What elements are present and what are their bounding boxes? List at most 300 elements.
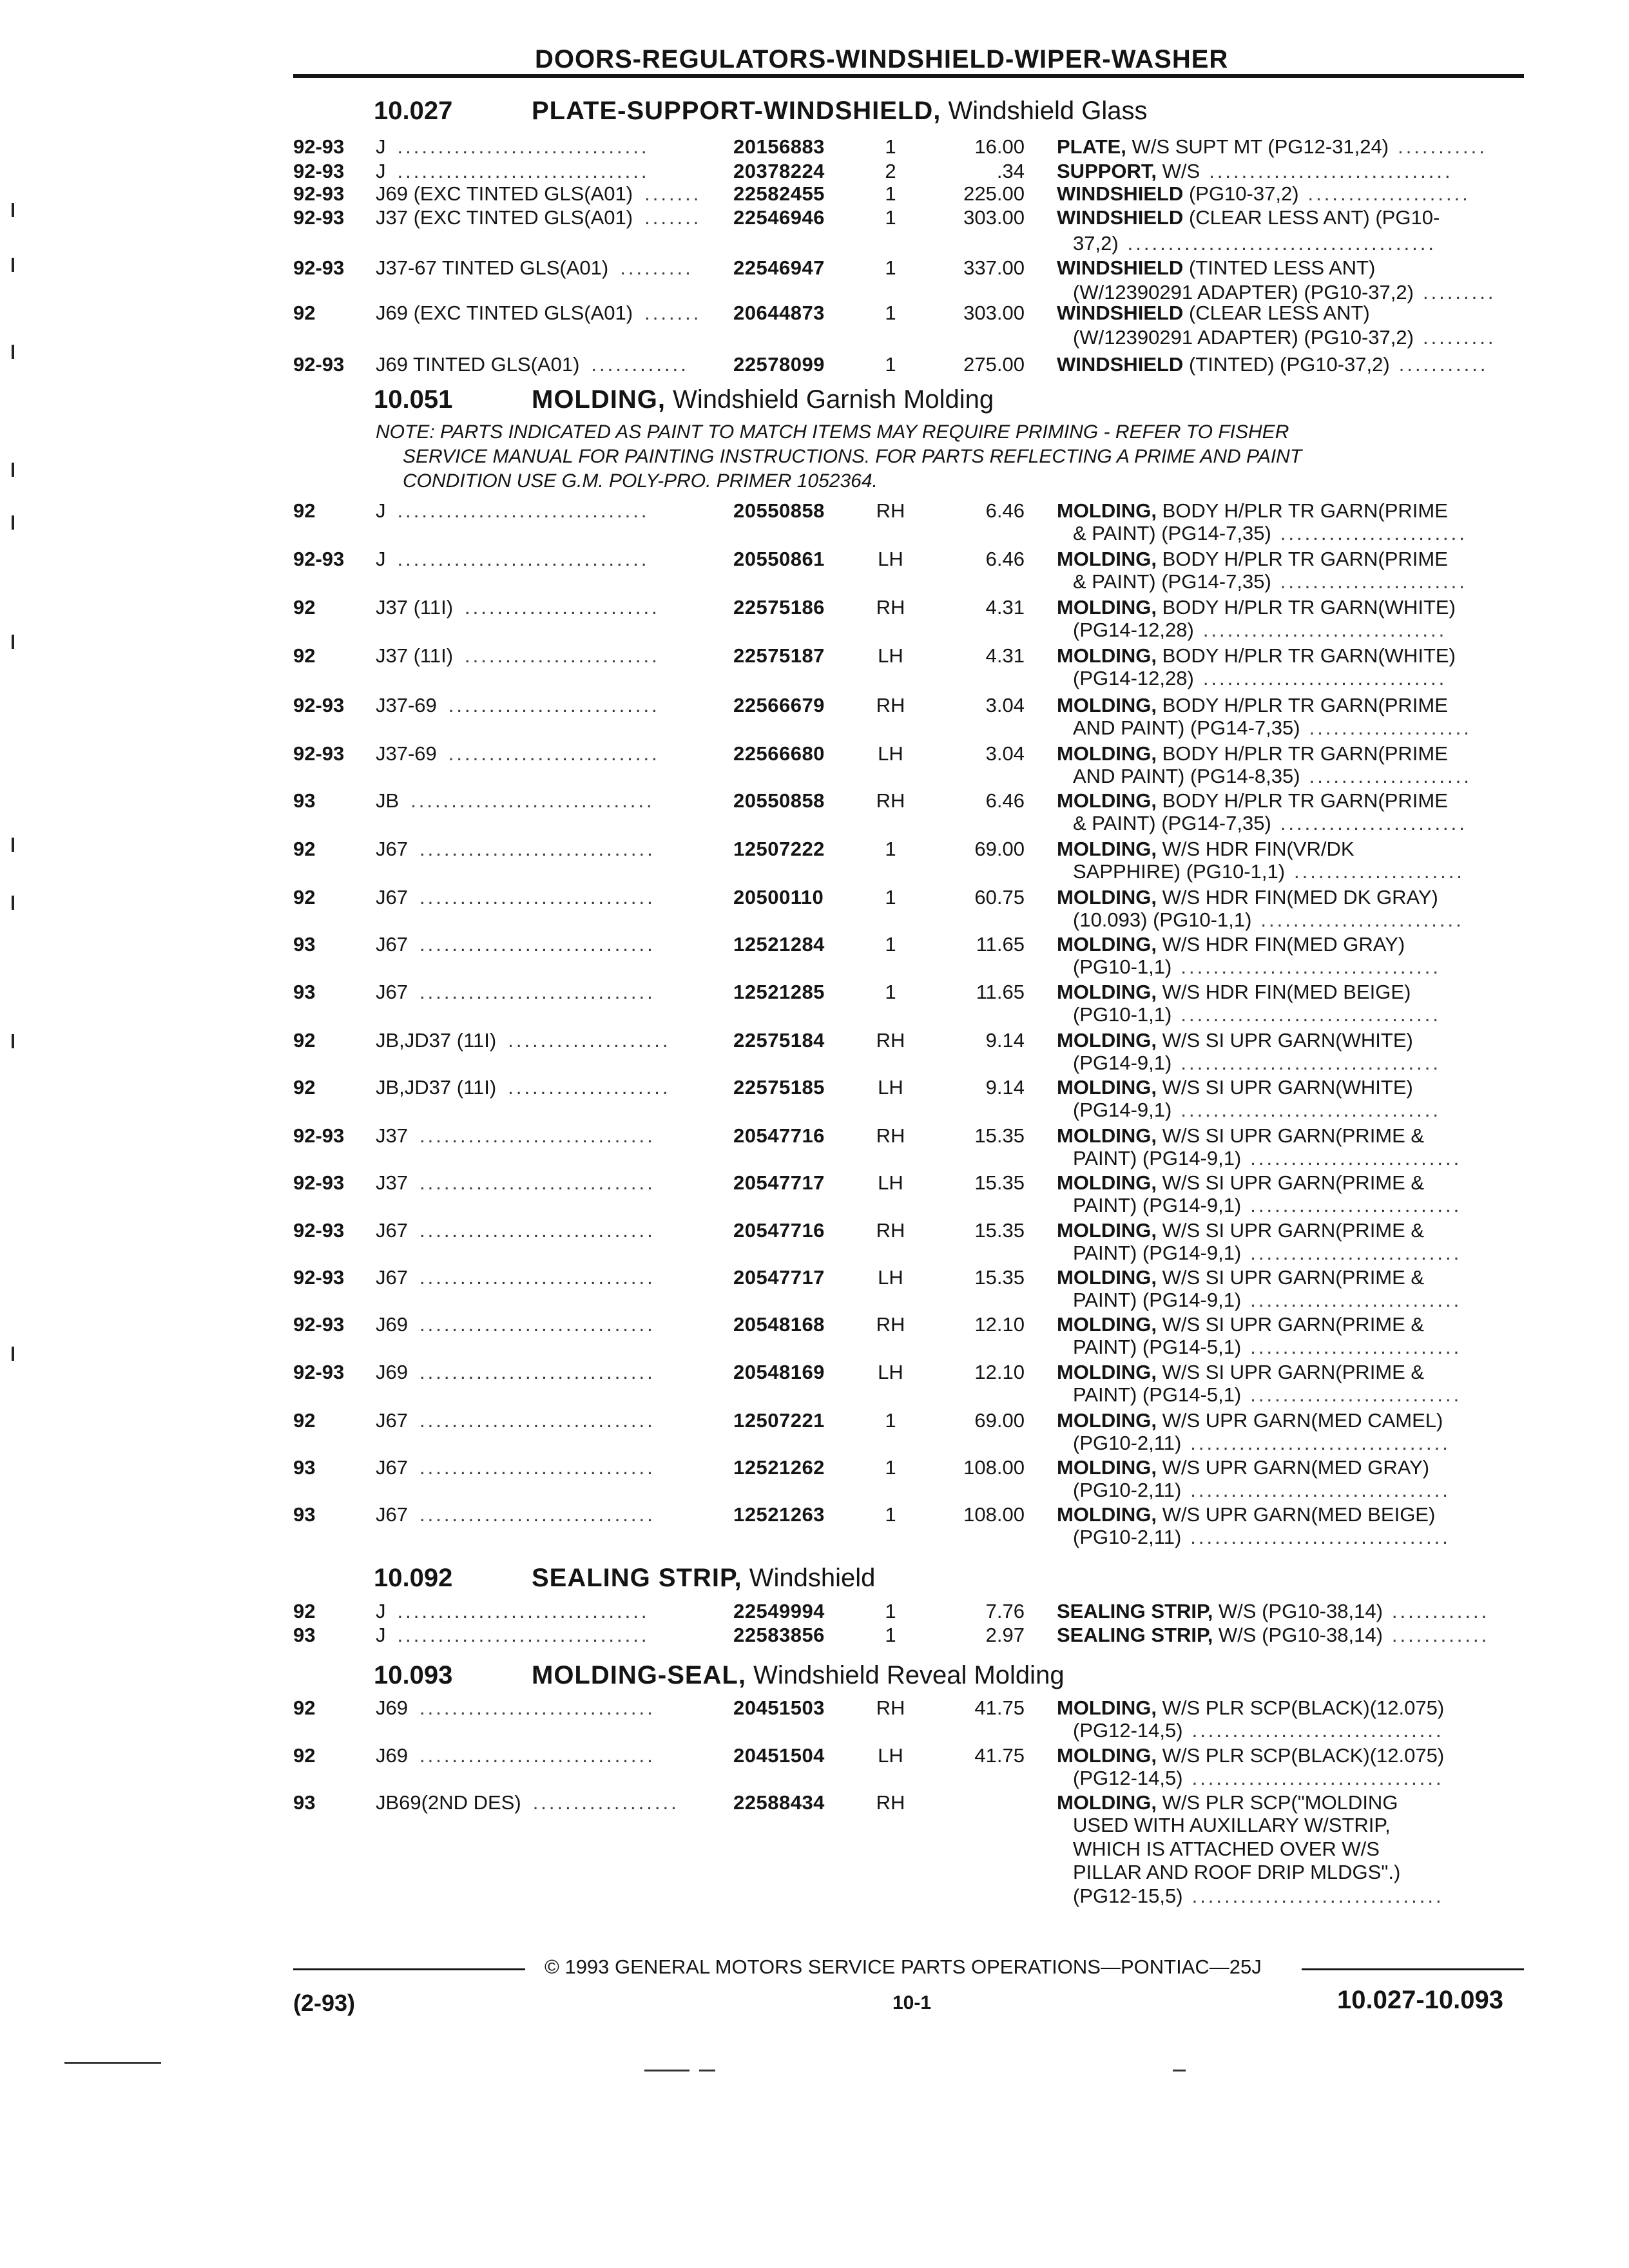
description-text: BODY H/PLR TR GARN(WHITE) xyxy=(1157,596,1456,619)
description-text: PILLAR AND ROOF DRIP MLDGS".) xyxy=(1073,1861,1401,1883)
model-year: 92-93 xyxy=(293,548,345,570)
footer-date: (2-93) xyxy=(293,1990,356,2016)
part-number: 20547717 xyxy=(733,1171,825,1194)
description-name: WINDSHIELD xyxy=(1057,206,1184,229)
part-row xyxy=(0,1791,1629,1817)
part-number: 12507222 xyxy=(733,838,825,860)
part-row xyxy=(0,1503,1629,1529)
part-row xyxy=(0,1029,1629,1055)
binder-mark xyxy=(12,1034,14,1048)
model-usage: J69 xyxy=(376,1361,408,1383)
part-row xyxy=(0,548,1629,573)
leader-dots: ............................... xyxy=(397,1600,650,1622)
leader-dots: .......................... xyxy=(1250,1242,1462,1264)
description-text: BODY H/PLR TR GARN(PRIME xyxy=(1157,742,1448,765)
quantity: LH xyxy=(878,1266,903,1289)
part-row xyxy=(0,694,1629,720)
footer-section-range: 10.027-10.093 xyxy=(1337,1986,1504,2014)
price: 225.00 xyxy=(963,182,1025,205)
description-text: W/S SUPT MT (PG12-31,24) xyxy=(1126,135,1389,158)
part-row xyxy=(0,644,1629,670)
description xyxy=(1057,1600,1383,1623)
leader-dots: ....................... xyxy=(1280,812,1467,834)
price: 12.10 xyxy=(974,1313,1025,1336)
leader-dots: ....................... xyxy=(1280,522,1467,544)
leader-dots: .......................... xyxy=(448,694,660,716)
leader-dots: .................... xyxy=(1307,182,1470,205)
part-row xyxy=(0,789,1629,815)
model-year: 92-93 xyxy=(293,1266,345,1289)
description-text: W/S SI UPR GARN(WHITE) xyxy=(1157,1029,1413,1052)
description-text: & PAINT) (PG14-7,35) xyxy=(1073,570,1271,593)
painting-note xyxy=(376,420,1510,494)
description xyxy=(1057,933,1405,956)
model-usage: J xyxy=(376,1600,386,1622)
model-usage: J37 (11I) xyxy=(376,596,454,619)
description-text: PAINT) (PG14-5,1) xyxy=(1073,1383,1242,1406)
model-usage: J xyxy=(376,160,386,182)
description xyxy=(1057,1076,1413,1099)
description-text: (W/12390291 ADAPTER) (PG10-37,2) xyxy=(1073,281,1414,303)
leader-dots: ................................ xyxy=(1181,1099,1441,1121)
part-number: 20156883 xyxy=(733,135,825,158)
model-usage: J37 (11I) xyxy=(376,644,454,667)
model-usage: J69 xyxy=(376,1696,408,1719)
model-year: 92 xyxy=(293,838,316,860)
part-row xyxy=(0,742,1629,768)
section-title: MOLDING-SEAL, Windshield Reveal Molding xyxy=(532,1661,1065,1689)
leader-dots: ......... xyxy=(1422,326,1496,349)
quantity: RH xyxy=(876,499,905,522)
model-usage: J67 xyxy=(376,1456,408,1479)
model-usage: J37-67 TINTED GLS(A01) xyxy=(376,256,609,279)
part-row xyxy=(0,1361,1629,1387)
description-name: MOLDING, xyxy=(1057,981,1157,1003)
price: 41.75 xyxy=(974,1744,1025,1767)
leader-dots: ........... xyxy=(1398,353,1489,376)
note-line: SERVICE MANUAL FOR PAINTING INSTRUCTIONS. FOR PARTS REFLECTING A PRIME AND PAINT xyxy=(403,446,1302,467)
leader-dots: ......................... xyxy=(1260,908,1464,931)
model-year: 92-93 xyxy=(293,1171,345,1194)
model-year: 92-93 xyxy=(293,694,345,716)
price: 15.35 xyxy=(974,1124,1025,1147)
model-year: 92-93 xyxy=(293,256,345,279)
description-text: W/S SI UPR GARN(PRIME & xyxy=(1157,1219,1425,1242)
leader-dots: ............................. xyxy=(419,1171,655,1194)
part-number: 20550858 xyxy=(733,789,825,812)
description-text: (PG10-2,11) xyxy=(1073,1526,1182,1548)
part-row xyxy=(0,1409,1629,1435)
binder-mark xyxy=(12,345,14,359)
price: 60.75 xyxy=(974,886,1025,908)
note-line: NOTE: PARTS INDICATED AS PAINT TO MATCH ITEMS MAY REQUIRE PRIMING - REFER TO FISHER xyxy=(376,421,1289,443)
part-row xyxy=(0,886,1629,912)
description xyxy=(1057,742,1448,765)
leader-dots: ............................. xyxy=(419,838,655,860)
part-row xyxy=(0,135,1629,161)
price: .34 xyxy=(996,160,1025,182)
leader-dots: ............................. xyxy=(419,1219,655,1242)
description xyxy=(1057,1313,1424,1336)
model-year: 92 xyxy=(293,644,316,667)
description-text: W/S PLR SCP(BLACK)(12.075) xyxy=(1157,1696,1445,1719)
model-usage: J69 (EXC TINTED GLS(A01) xyxy=(376,302,633,324)
model-usage: J37-69 xyxy=(376,742,437,765)
page-header-title: DOORS-REGULATORS-WINDSHIELD-WIPER-WASHER xyxy=(535,45,1229,73)
model-usage: J67 xyxy=(376,1409,408,1432)
price: 15.35 xyxy=(974,1219,1025,1242)
description-text: (CLEAR LESS ANT) xyxy=(1183,302,1370,324)
part-number: 20547716 xyxy=(733,1219,825,1242)
description-text: WHICH IS ATTACHED OVER W/S xyxy=(1073,1838,1380,1860)
leader-dots: ............................... xyxy=(397,499,650,522)
leader-dots: ............................... xyxy=(397,548,650,570)
part-number: 12507221 xyxy=(733,1409,825,1432)
leader-dots: ............................. xyxy=(419,1266,655,1289)
leader-dots: .................... xyxy=(1309,716,1472,739)
part-row xyxy=(0,1124,1629,1150)
description-text: W/S PLR SCP("MOLDING xyxy=(1157,1791,1398,1814)
quantity: 1 xyxy=(885,182,896,205)
quantity: LH xyxy=(878,644,903,667)
model-year: 92-93 xyxy=(293,742,345,765)
description xyxy=(1057,1266,1424,1289)
description-name: MOLDING, xyxy=(1057,742,1157,765)
binder-mark xyxy=(12,896,14,910)
price: 6.46 xyxy=(985,548,1025,570)
model-usage: J67 xyxy=(376,981,408,1003)
description-name: MOLDING, xyxy=(1057,1503,1157,1526)
description-name: MOLDING, xyxy=(1057,1696,1157,1719)
part-number: 12521284 xyxy=(733,933,825,956)
description xyxy=(1057,1624,1383,1647)
price: 3.04 xyxy=(985,694,1025,716)
description-text: PAINT) (PG14-9,1) xyxy=(1073,1194,1242,1216)
description-name: MOLDING, xyxy=(1057,789,1157,812)
part-number: 22583856 xyxy=(733,1624,825,1646)
description-text: (TINTED LESS ANT) xyxy=(1183,256,1376,279)
description xyxy=(1057,206,1440,229)
leader-dots: ................................ xyxy=(1190,1526,1451,1548)
description xyxy=(1057,1029,1413,1052)
part-number: 20644873 xyxy=(733,302,825,324)
scan-smudge xyxy=(644,2070,689,2071)
model-year: 93 xyxy=(293,933,316,956)
part-row xyxy=(0,302,1629,327)
description xyxy=(1057,302,1370,325)
description-name: SUPPORT, xyxy=(1057,160,1157,182)
leader-dots: ........................ xyxy=(465,644,660,667)
part-number: 12521285 xyxy=(733,981,825,1003)
description-name: MOLDING, xyxy=(1057,1791,1157,1814)
quantity: 1 xyxy=(885,353,896,376)
description xyxy=(1057,981,1411,1004)
price: 11.65 xyxy=(976,981,1025,1003)
part-number: 22566679 xyxy=(733,694,825,716)
leader-dots: ........................ xyxy=(465,596,660,619)
model-usage: J37 xyxy=(376,1124,408,1147)
quantity: RH xyxy=(876,1124,905,1147)
description xyxy=(1057,886,1438,909)
leader-dots: ..................... xyxy=(1294,860,1465,883)
description-text: (CLEAR LESS ANT) (PG10- xyxy=(1183,206,1440,229)
model-usage: J37 xyxy=(376,1171,408,1194)
model-usage: J xyxy=(376,499,386,522)
leader-dots: ...................................... xyxy=(1127,232,1436,255)
description-name: MOLDING, xyxy=(1057,499,1157,522)
quantity: 1 xyxy=(885,206,896,229)
quantity: RH xyxy=(876,1791,905,1814)
part-row xyxy=(0,182,1629,208)
model-year: 93 xyxy=(293,1624,316,1646)
model-usage: J67 xyxy=(376,1219,408,1242)
header-rule xyxy=(293,74,1524,78)
leader-dots: .............................. xyxy=(1202,619,1447,641)
model-usage: J69 TINTED GLS(A01) xyxy=(376,353,580,376)
leader-dots: .............................. xyxy=(1209,160,1453,182)
part-number: 20378224 xyxy=(733,160,825,182)
description-text: W/S HDR FIN(VR/DK xyxy=(1157,838,1354,860)
model-year: 92-93 xyxy=(293,1313,345,1336)
description-name: MOLDING, xyxy=(1057,596,1157,619)
description-text: (PG10-2,11) xyxy=(1073,1479,1182,1501)
description-text: PAINT) (PG14-9,1) xyxy=(1073,1147,1242,1169)
part-row xyxy=(0,1219,1629,1245)
part-number: 20451503 xyxy=(733,1696,825,1719)
description-name: MOLDING, xyxy=(1057,694,1157,716)
part-number: 20548168 xyxy=(733,1313,825,1336)
part-number: 22575186 xyxy=(733,596,825,619)
leader-dots: ............ xyxy=(1391,1600,1490,1622)
leader-dots: .................... xyxy=(1309,765,1472,787)
description-text: PAINT) (PG14-9,1) xyxy=(1073,1242,1242,1264)
model-usage: J69 xyxy=(376,1313,408,1336)
description-text: BODY H/PLR TR GARN(PRIME xyxy=(1157,789,1448,812)
description xyxy=(1057,135,1389,159)
price: 108.00 xyxy=(963,1456,1025,1479)
description-text: W/S HDR FIN(MED DK GRAY) xyxy=(1157,886,1438,908)
quantity: 1 xyxy=(885,838,896,860)
model-usage: JB69(2ND DES) xyxy=(376,1791,521,1814)
part-row xyxy=(0,1266,1629,1292)
description-name: MOLDING, xyxy=(1057,838,1157,860)
description xyxy=(1057,694,1448,717)
description-text: W/S SI UPR GARN(PRIME & xyxy=(1157,1313,1425,1336)
model-year: 92-93 xyxy=(293,1219,345,1242)
description-text: (W/12390291 ADAPTER) (PG10-37,2) xyxy=(1073,326,1414,349)
price: 303.00 xyxy=(963,206,1025,229)
model-usage: J67 xyxy=(376,933,408,956)
description-text: AND PAINT) (PG14-8,35) xyxy=(1073,765,1300,787)
leader-dots: ............................. xyxy=(419,1696,655,1719)
price: 303.00 xyxy=(963,302,1025,324)
leader-dots: .......................... xyxy=(1250,1383,1462,1406)
quantity: RH xyxy=(876,694,905,716)
price: 4.31 xyxy=(985,644,1025,667)
scan-smudge xyxy=(1173,2070,1186,2071)
binder-mark xyxy=(12,635,14,649)
description-text: BODY H/PLR TR GARN(PRIME xyxy=(1157,499,1448,522)
model-usage: J37-69 xyxy=(376,694,437,716)
description-name: WINDSHIELD xyxy=(1057,353,1184,376)
section-title: PLATE-SUPPORT-WINDSHIELD, Windshield Glass xyxy=(532,97,1148,125)
description xyxy=(1057,160,1200,183)
leader-dots: ............................... xyxy=(397,1624,650,1646)
quantity: LH xyxy=(878,742,903,765)
description-name: MOLDING, xyxy=(1057,1171,1157,1194)
leader-dots: ............................. xyxy=(419,886,655,908)
part-number: 22582455 xyxy=(733,182,825,205)
price: 3.04 xyxy=(985,742,1025,765)
model-year: 92-93 xyxy=(293,135,345,158)
description-text: (PG12-14,5) xyxy=(1073,1767,1183,1789)
quantity: 1 xyxy=(885,302,896,324)
quantity: 1 xyxy=(885,135,896,158)
part-row xyxy=(0,1624,1629,1649)
leader-dots: .......................... xyxy=(1250,1147,1462,1169)
model-year: 92 xyxy=(293,596,316,619)
part-row xyxy=(0,1313,1629,1339)
part-number: 20451504 xyxy=(733,1744,825,1767)
model-year: 92 xyxy=(293,1076,316,1099)
leader-dots: ............................. xyxy=(419,1409,655,1432)
price: 69.00 xyxy=(974,838,1025,860)
description-name: MOLDING, xyxy=(1057,1456,1157,1479)
description-name: MOLDING, xyxy=(1057,1076,1157,1099)
description-text: W/S SI UPR GARN(WHITE) xyxy=(1157,1076,1413,1099)
model-year: 92-93 xyxy=(293,160,345,182)
leader-dots: ....................... xyxy=(1280,570,1467,593)
part-row xyxy=(0,933,1629,959)
part-number: 20547716 xyxy=(733,1124,825,1147)
model-usage: J37 (EXC TINTED GLS(A01) xyxy=(376,206,633,229)
description xyxy=(1057,1171,1424,1195)
price: 108.00 xyxy=(963,1503,1025,1526)
model-year: 92 xyxy=(293,499,316,522)
description-text: & PAINT) (PG14-7,35) xyxy=(1073,812,1271,834)
description-text: (PG12-14,5) xyxy=(1073,1719,1183,1742)
description xyxy=(1057,499,1448,523)
part-number: 22588434 xyxy=(733,1791,825,1814)
quantity: 1 xyxy=(885,1409,896,1432)
leader-dots: ............................... xyxy=(397,160,650,182)
description-name: MOLDING, xyxy=(1057,1029,1157,1052)
part-number: 22549994 xyxy=(733,1600,825,1622)
part-row xyxy=(0,981,1629,1006)
scan-smudge xyxy=(699,2070,715,2071)
binder-mark xyxy=(12,1347,14,1361)
leader-dots: ....... xyxy=(644,302,702,324)
part-row xyxy=(0,596,1629,622)
quantity: 1 xyxy=(885,1624,896,1646)
description-text: (PG12-15,5) xyxy=(1073,1885,1183,1907)
part-row xyxy=(0,256,1629,282)
quantity: 1 xyxy=(885,981,896,1003)
description xyxy=(1057,182,1299,206)
price: 12.10 xyxy=(974,1361,1025,1383)
quantity: RH xyxy=(876,1696,905,1719)
note-line: CONDITION USE G.M. POLY-PRO. PRIMER 1052364. xyxy=(403,470,878,492)
description-text: (PG14-12,28) xyxy=(1073,667,1194,689)
model-usage: J xyxy=(376,135,386,158)
quantity: RH xyxy=(876,789,905,812)
price: 6.46 xyxy=(985,499,1025,522)
description-text: BODY H/PLR TR GARN(PRIME xyxy=(1157,694,1448,716)
part-number: 20547717 xyxy=(733,1266,825,1289)
model-usage: JB xyxy=(376,789,400,812)
description-text: W/S SI UPR GARN(PRIME & xyxy=(1157,1266,1425,1289)
description-text: SAPPHIRE) (PG10-1,1) xyxy=(1073,860,1286,883)
part-number: 22578099 xyxy=(733,353,825,376)
part-row xyxy=(0,206,1629,232)
description-text: W/S SI UPR GARN(PRIME & xyxy=(1157,1124,1425,1147)
leader-dots: ............................. xyxy=(419,1124,655,1147)
part-number: 22546946 xyxy=(733,206,825,229)
part-number: 12521262 xyxy=(733,1456,825,1479)
price: 275.00 xyxy=(963,353,1025,376)
description-text: W/S (PG10-38,14) xyxy=(1213,1600,1383,1622)
description-text: (PG10-1,1) xyxy=(1073,956,1172,978)
quantity: LH xyxy=(878,1361,903,1383)
part-row xyxy=(0,160,1629,186)
description-text: (PG14-12,28) xyxy=(1073,619,1194,641)
description-name: MOLDING, xyxy=(1057,1266,1157,1289)
quantity: 1 xyxy=(885,1456,896,1479)
leader-dots: ............................. xyxy=(419,933,655,956)
description-text: W/S SI UPR GARN(PRIME & xyxy=(1157,1171,1425,1194)
footer-page-number: 10-1 xyxy=(892,1992,932,2013)
leader-dots: ............................... xyxy=(1191,1719,1444,1742)
leader-dots: ............................. xyxy=(419,1361,655,1383)
description-text: W/S PLR SCP(BLACK)(12.075) xyxy=(1157,1744,1445,1767)
price: 2.97 xyxy=(985,1624,1025,1646)
description xyxy=(1057,1124,1424,1148)
description-name: MOLDING, xyxy=(1057,1219,1157,1242)
model-year: 92 xyxy=(293,1696,316,1719)
quantity: 1 xyxy=(885,1503,896,1526)
description-name: WINDSHIELD xyxy=(1057,302,1184,324)
part-row xyxy=(0,1076,1629,1102)
price: 15.35 xyxy=(974,1171,1025,1194)
part-number: 22546947 xyxy=(733,256,825,279)
leader-dots: .......................... xyxy=(1250,1289,1462,1311)
leader-dots: ................................ xyxy=(1181,956,1441,978)
model-year: 93 xyxy=(293,1456,316,1479)
leader-dots: ............................. xyxy=(419,1503,655,1526)
description-text: W/S UPR GARN(MED GRAY) xyxy=(1157,1456,1430,1479)
part-row xyxy=(0,1600,1629,1626)
model-year: 92 xyxy=(293,302,316,324)
description-name: MOLDING, xyxy=(1057,1744,1157,1767)
description-text: W/S HDR FIN(MED GRAY) xyxy=(1157,933,1405,956)
price: 41.75 xyxy=(974,1696,1025,1719)
leader-dots: ............................. xyxy=(419,1313,655,1336)
description-text: W/S UPR GARN(MED BEIGE) xyxy=(1157,1503,1436,1526)
quantity: 1 xyxy=(885,886,896,908)
description-name: MOLDING, xyxy=(1057,548,1157,570)
description xyxy=(1057,1361,1424,1384)
model-usage: J67 xyxy=(376,1266,408,1289)
model-year: 92 xyxy=(293,1409,316,1432)
model-year: 92 xyxy=(293,1029,316,1052)
model-year: 92 xyxy=(293,1744,316,1767)
model-usage: J67 xyxy=(376,1503,408,1526)
description-name: PLATE, xyxy=(1057,135,1126,158)
description xyxy=(1057,596,1456,619)
model-usage: J69 (EXC TINTED GLS(A01) xyxy=(376,182,633,205)
leader-dots: ............................... xyxy=(1191,1767,1444,1789)
part-number: 20500110 xyxy=(733,886,824,908)
